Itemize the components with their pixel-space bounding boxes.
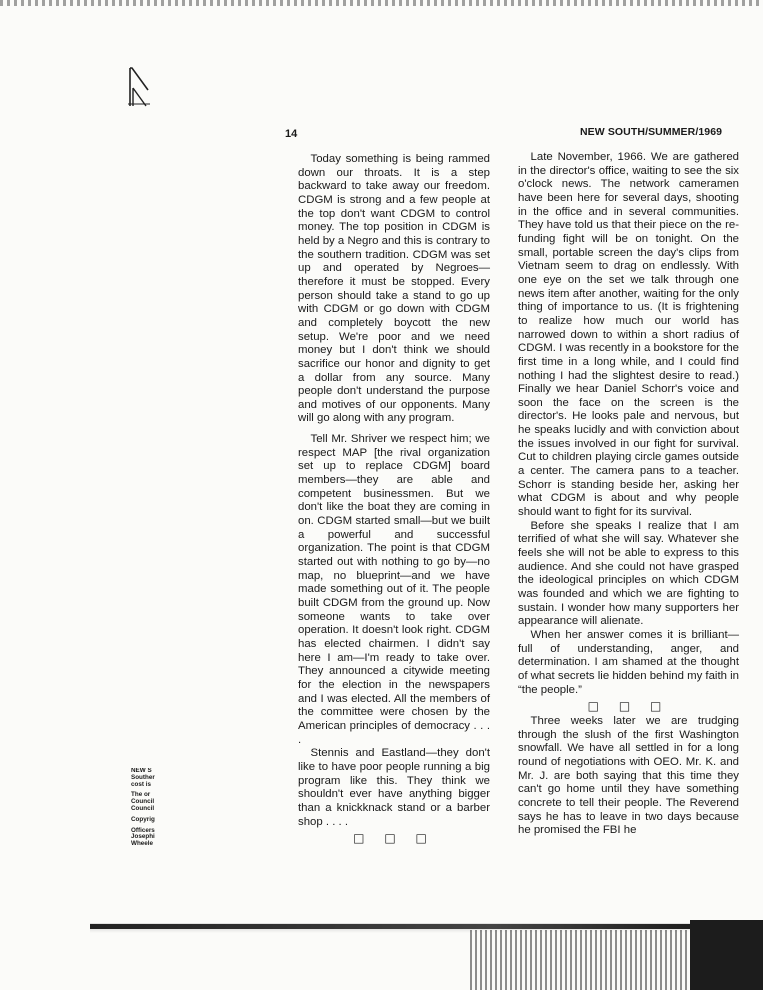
masthead-line: cost is (131, 780, 151, 788)
running-head: NEW SOUTH/SUMMER/1969 (580, 126, 723, 138)
masthead-line: Council (131, 804, 155, 812)
scan-dark-corner (690, 920, 763, 990)
masthead-line: Josephi (131, 833, 155, 841)
masthead-line: Souther (131, 773, 155, 781)
corner-bracket-icon (120, 60, 150, 110)
masthead-line: Wheele (131, 840, 154, 848)
top-scan-edge (0, 0, 763, 6)
right-paragraph-1: Late November, 1966. We are gathered in the director's office, waiting to see the six o'clock news. The network cameramen have been here for several days, shooting in the office and in several communities. They have told us that their piece on the re-funding fight will be on tonight. On the small, portable screen the day's clips from Vietnam seem to drag on endlessly. With one eye on the set we talk through one news item after another, waiting for the only thing of importance to us. (It is frightening to realize how much our world has narrowed down to within a short radius of CDGM. I was recently in a bookstore for the first time in a long while, and I could find nothing I had the slightest desire to read.) Finally we hear Daniel Schorr's voice and soon the face on the screen is the director's. He looks pale and nervous, but he speaks lucidly and with conviction about the issues involved in our fight for survival. Cut to children playing circle games outside a center. The camera pans to a teacher. Schorr is standing beside her, asking her what CDGM is about and why people should want to fight for its survival. (518, 151, 739, 519)
masthead-line: NEW S (131, 768, 152, 774)
masthead-line: Copyrig (131, 815, 155, 823)
masthead-line: Council (131, 798, 155, 806)
section-break-boxes: □ □ □ (587, 699, 670, 714)
left-column (298, 153, 490, 847)
right-paragraph-3: When her answer comes it is brilliant—full of understanding, anger, and determination. I am shamed at the thought of what secrets lie hidden behind my faith in “the people.” (518, 628, 739, 696)
page-number: 14 (285, 128, 298, 140)
left-paragraph-2: Tell Mr. Shriver we respect him; we respect MAP [the rival organization set up to replace CDGM] board members—they are able and competent businessmen. But we don't like the boat they are coming in on. CDGM started small—but we built a powerful and successful organization. The point is that CDGM started out with nothing to go by—no map, no blueprint—and we have made something out of it. The people built CDGM from the ground up. Now someone wants to take over operation. It doesn't look right. CDGM has elected chairmen. I didn't say here I am—I'm ready to take over. They announced a citywide meeting for the election in the newspapers and I was elected. All the members of the committee were chosen by the American principles of democracy . . . . (298, 433, 490, 746)
masthead-line: The or (131, 791, 151, 799)
right-column (518, 151, 739, 838)
scan-bottom-edge (90, 924, 763, 929)
section-break-boxes: □ □ □ (353, 831, 435, 846)
left-paragraph-3: Stennis and Eastland—they don't like to have poor people running a big program like this. They think we shouldn't ever have anything bigger than a knickknack stand or a barber shop . . . . (298, 747, 490, 828)
left-paragraph-1: Today something is being rammed down our throats. It is a step backward to take away our freedom. CDGM is strong and a few people at the top don't want CDGM to control money. The top position in CDGM is held by a Negro and this is contrary to the southern tradition. CDGM was set up and operated by Negroes—therefore it must be stopped. Every person should take a stand to go up with CDGM or go down with CDGM and completely boycott the new setup. We're poor and we need money but I don't think we should sacrifice our honor and dignity to get a dollar from any source. Many people don't understand the purpose and motives of our opponents. Many will go along with any program. (298, 153, 490, 425)
masthead-fragment (131, 768, 165, 852)
masthead-line: Officers (131, 826, 155, 834)
right-paragraph-2: Before she speaks I realize that I am terrified of what she will say. Whatever she feels she will not be able to express to this audience. And she could not have grasped the ideological principles on which CDGM was founded and which we are fighting to sustain. I wonder how many supporters her appearance will alienate. (518, 519, 739, 628)
right-paragraph-4: Three weeks later we are trudging through the slush of the first Washington snowfall. We have all settled in for a long round of negotiations with OEO. Mr. K. and Mr. J. are both saying that this time they can't go home until they have something concrete to tell their people. The Reverend says he has to leave in two days because he promised the FBI he (518, 714, 739, 837)
